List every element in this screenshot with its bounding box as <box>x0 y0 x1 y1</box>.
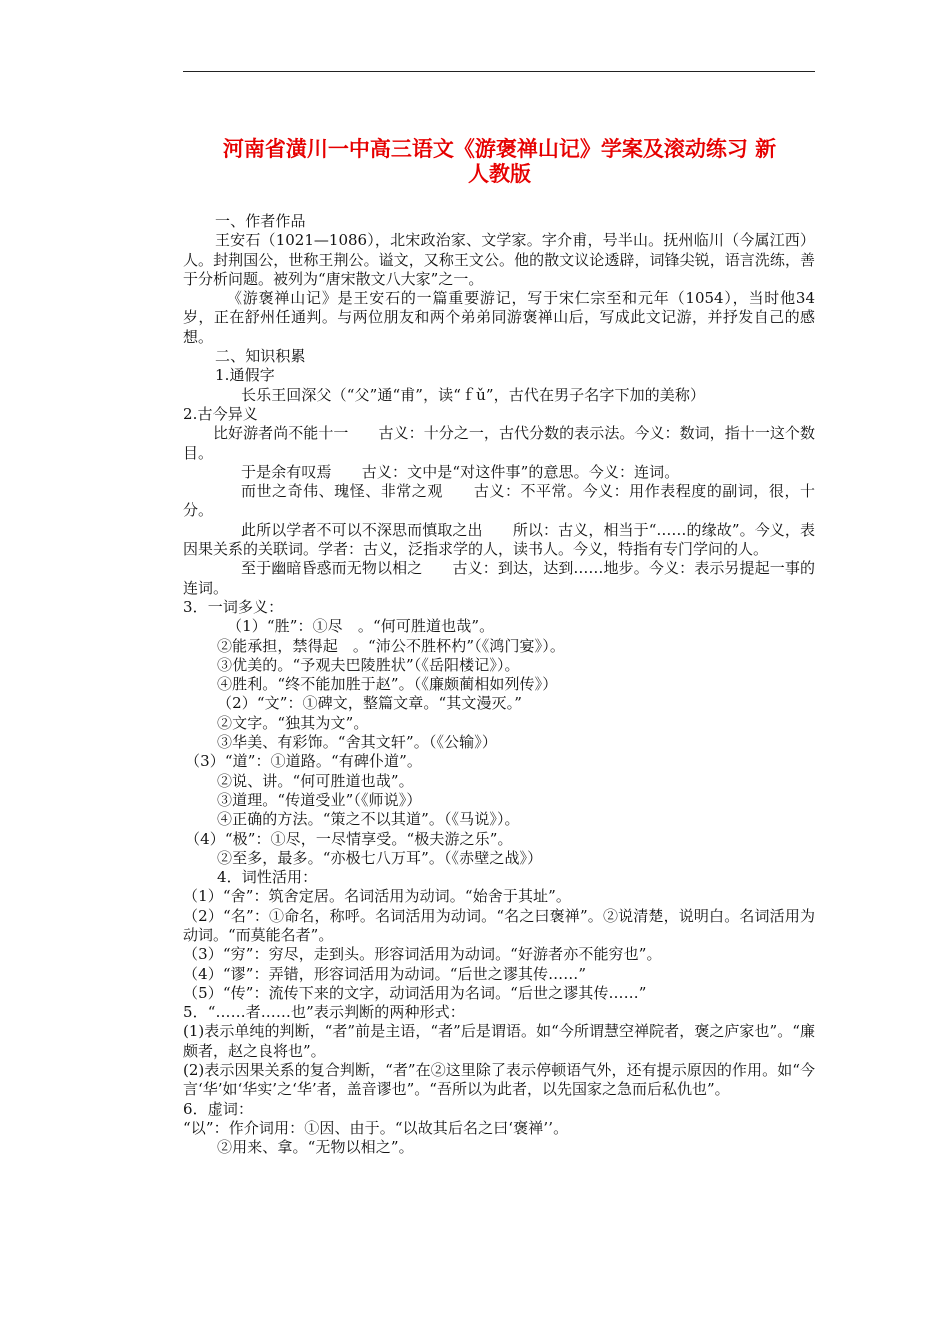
text-line: 2.古今异义 <box>183 404 258 423</box>
text-line: 6．虚词： <box>183 1099 254 1118</box>
text-line: （3）“穷”：穷尽，走到头。形容词活用为动词。“好游者亦不能穷也”。 <box>183 945 662 964</box>
text-paragraph: 而世之奇伟、瑰怪、非常之观 古义：不平常。今义：用作表程度的副词，很，十分。 <box>183 482 815 520</box>
text-line: 一、作者作品 <box>215 212 306 230</box>
text-line: ②能承担，禁得起 。“沛公不胜杯杓”（《鸿门宴》）。 <box>217 636 565 655</box>
text-line: （2）“文”：①碑文，整篇文章。“其文漫灭。” <box>217 694 523 713</box>
text-line: ④胜利。“终不能加胜于赵”。（《廉颇蔺相如列传》） <box>217 675 558 694</box>
text-line: ②说、讲。“何可胜道也哉”。 <box>217 771 414 790</box>
text-paragraph: 此所以学者不可以不深思而慎取之出 所以：古义，相当于“……的缘故”。今义，表因果关系的关联词。学者：古义，泛指求学的人，读书人。今义，特指有专门学问的人。 <box>183 520 815 559</box>
text-paragraph: 比好游者尚不能十一 古义：十分之一，古代分数的表示法。今义：数词，指十一这个数目。 <box>183 424 815 462</box>
text-line: ②文字。“独其为文”。 <box>217 713 369 732</box>
document-body <box>183 212 815 1158</box>
text-line: （1）“舍”：筑舍定居。名词活用为动词。“始舍于其址”。 <box>183 887 572 906</box>
text-line: ③华美、有彩饰。“舍其文轩”。（《公输》） <box>217 733 497 752</box>
header-rule <box>183 71 815 72</box>
text-line: ②至多，最多。“亦极七八万耳”。（《赤壁之战》） <box>217 848 543 867</box>
text-line: 于是余有叹焉 古义：文中是“对这件事”的意思。今义：连词。 <box>241 462 680 481</box>
text-line: ②用来、拿。“无物以相之”。 <box>217 1138 414 1157</box>
document-title <box>172 137 827 187</box>
text-paragraph: （2）“名”：①命名，称呼。名词活用为动词。“名之曰褒禅”。②说清楚，说明白。名词活用为动词。“而莫能名者”。 <box>183 906 815 944</box>
text-paragraph: (2)表示因果关系的复合判断，“者”在②这里除了表示停顿语气外，还有提示原因的作用。如“今言‘华’如‘华实’之‘华’者，盖音谬也”。“吾所以为此者，以先国家之急而后私仇也”。 <box>183 1061 815 1099</box>
text-line: （4）“极”：①尽，一尽情享受。“极夫游之乐”。 <box>185 829 513 848</box>
text-line: 5．“……者……也”表示判断的两种形式： <box>183 1003 465 1022</box>
text-line: 3．一词多义： <box>183 597 284 616</box>
text-line: （5）“传”：流传下来的文字，动词活用为名词。“后世之谬其传……” <box>183 983 647 1002</box>
text-line: ③优美的。“予观夫巴陵胜状”（《岳阳楼记》）。 <box>217 655 520 674</box>
text-paragraph: 王安石（1021—1086），北宋政治家、文学家。字介甫，号半山。抚州临川（今属江西）人。封荆国公，世称王荆公。谥文，又称王文公。他的散文议论透辟，词锋尖锐，语言洗练，善于分析问题。被列为“唐宋散文八大家”之一。 <box>183 231 815 288</box>
title-line-1: 河南省潢川一中高三语文《游褒禅山记》学案及滚动练习 新 <box>222 137 777 161</box>
text-line: （4）“谬”：弄错，形容词活用为动词。“后世之谬其传……” <box>183 964 587 983</box>
text-line: 4．词性活用： <box>217 868 318 887</box>
text-line: ④正确的方法。“策之不以其道”。（《马说》）。 <box>217 810 520 829</box>
text-line: （3）“道”：①道路。“有碑仆道”。 <box>185 752 423 771</box>
text-paragraph: (1)表示单纯的判断，“者”前是主语，“者”后是谓语。如“今所谓慧空禅院者，褒之庐家也”。“廉颇者，赵之良将也”。 <box>183 1022 815 1060</box>
text-line: “以”：作介词用：①因、由于。“以故其后名之曰‘褒禅’’。 <box>183 1118 569 1137</box>
text-paragraph: 《游褒禅山记》是王安石的一篇重要游记，写于宋仁宗至和元年（1054），当时他34岁，正在舒州任通判。与两位朋友和两个弟弟同游褒禅山后，写成此文记游，并抒发自己的感想。 <box>183 289 815 346</box>
text-line: 长乐王回深父（“父”通“甫”，读“ｆǔ”，古代在男子名字下加的美称） <box>241 385 706 404</box>
text-line: ③道理。“传道受业”（《师说》） <box>217 790 422 809</box>
text-line: 二、知识积累 <box>215 347 306 366</box>
text-line: 1.通假字 <box>215 366 275 385</box>
text-paragraph: 至于幽暗昏惑而无物以相之 古义：到达，达到……地步。今义：表示另提起一事的连词。 <box>183 559 815 597</box>
title-line-2: 人教版 <box>468 162 531 186</box>
text-line: （1）“胜”：①尽 。“何可胜道也哉”。 <box>227 617 495 636</box>
